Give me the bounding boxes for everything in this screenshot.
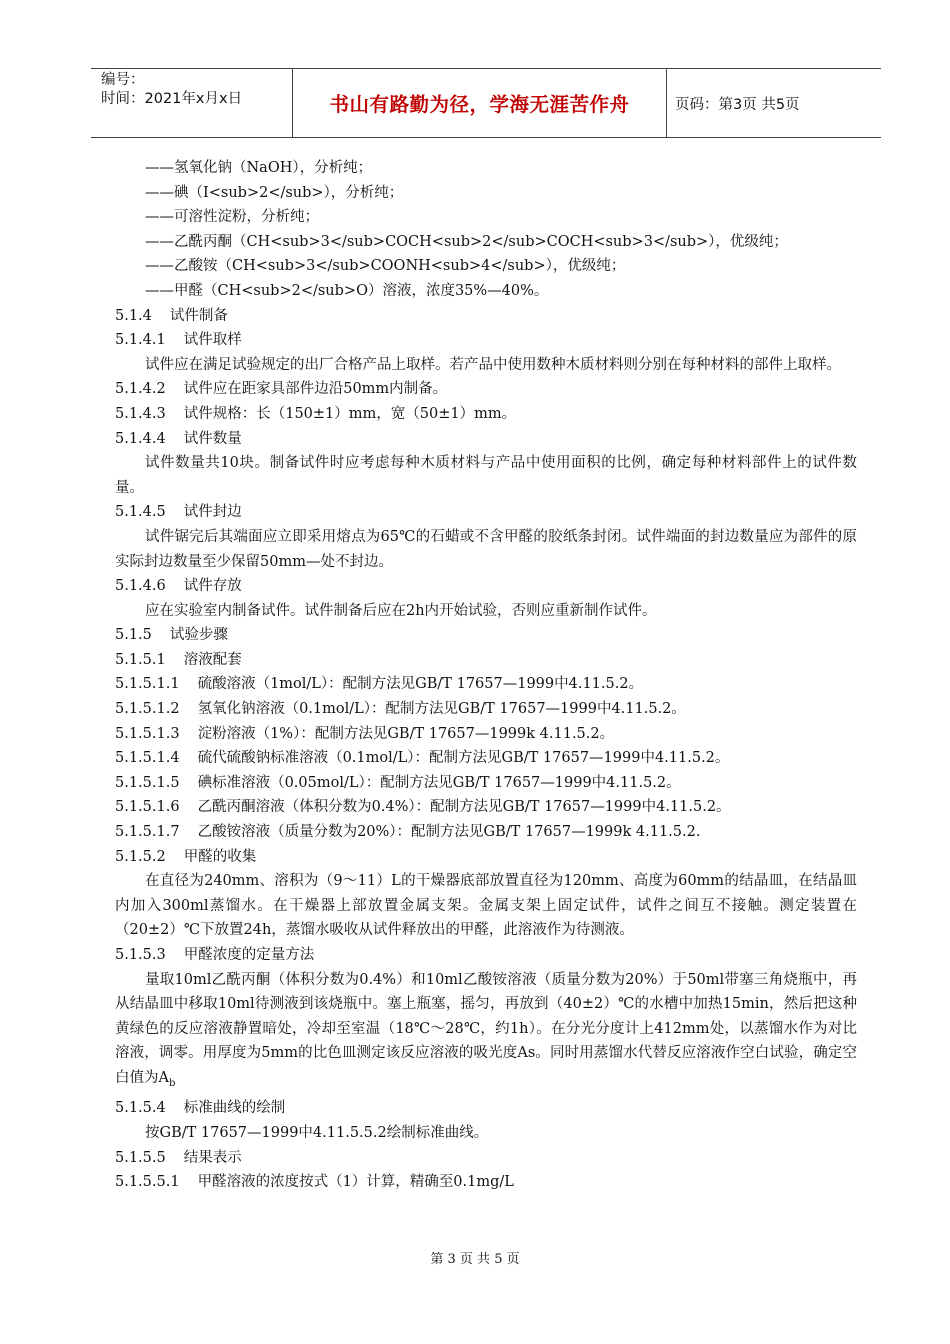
section-title: 溶液配套 <box>183 651 242 668</box>
reagent-item: ——氢氧化钠（NaOH），分析纯； <box>145 160 373 176</box>
section-number: 5.1.5.2 <box>115 848 166 865</box>
section-number: 5.1.5.1.3 <box>115 725 180 742</box>
section-title: 甲醛溶液的浓度按式（1）计算，精确至0.1mg/L <box>197 1174 514 1191</box>
section-title: 甲醛浓度的定量方法 <box>183 947 315 963</box>
section-title: 试件制备 <box>169 307 228 324</box>
paragraph: 在直径为240mm、溶积为（9～11）L的干燥器底部放置直径为120mm、高度为60mm的结晶皿，在结晶皿内加入300ml蒸馏水。在干燥器上部放置金属支架。金属支架上固定试件，试件之间互不接触。测定装置在（20±2）℃下放置24h，蒸馏水吸收从试件释放出的甲醛，此溶液作为待测液。 <box>115 873 857 939</box>
section-title: 试件取样 <box>183 332 242 349</box>
section-number: 5.1.5.1.4 <box>115 750 180 767</box>
section-heading <box>115 427 857 452</box>
section-title: 硫代硫酸钠标准溶液（0.1mol/L）：配制方法见GB/T 17657—1999中4.11.5.2。 <box>197 750 730 767</box>
section-number: 5.1.5.1.6 <box>115 799 180 816</box>
section-heading <box>115 328 857 353</box>
paragraph: 试件锯完后其端面应立即采用熔点为65℃的石蜡或不含甲醛的胶纸条封闭。试件端面的封边数量应为部件的原实际封边数量至少保留50mm—处不封边。 <box>115 528 857 570</box>
section-title: 试件存放 <box>183 578 242 595</box>
section-number: 5.1.5.4 <box>115 1100 166 1117</box>
section-heading <box>115 623 857 648</box>
header-meta <box>91 69 293 137</box>
footer-page-number: 第 3 页 共 5 页 <box>430 1252 520 1267</box>
section-heading <box>115 943 857 968</box>
header-motto: 书山有路勤为径，学海无涯苦作舟 <box>293 69 667 137</box>
section-heading <box>115 377 857 402</box>
section-heading <box>115 722 857 747</box>
section-number: 5.1.4.2 <box>115 381 166 398</box>
paragraph: 按GB/T 17657—1999中4.11.5.5.2绘制标准曲线。 <box>145 1125 489 1142</box>
section-heading <box>115 795 857 820</box>
page-header <box>91 68 881 138</box>
section-title: 标准曲线的绘制 <box>183 1100 286 1117</box>
section-heading <box>115 672 857 697</box>
section-title: 乙酸铵溶液（质量分数为20%）：配制方法见GB/T 17657—1999k 4.11.5.2. <box>197 824 701 841</box>
section-heading <box>115 402 857 427</box>
section-heading <box>115 1096 857 1121</box>
section-number: 5.1.5.1 <box>115 651 166 668</box>
section-heading <box>115 500 857 525</box>
reagent-item: ——可溶性淀粉，分析纯； <box>145 209 319 226</box>
section-number: 5.1.5.3 <box>115 947 166 963</box>
section-heading <box>115 304 857 329</box>
section-number: 5.1.5.5.1 <box>115 1174 180 1191</box>
section-title: 试件数量 <box>183 430 242 447</box>
section-title: 试验步骤 <box>169 627 228 644</box>
reagent-item: ——乙酰丙酮（CH<sub>3</sub>COCH<sub>2</sub>COCH<sub>3</sub>），优级纯； <box>145 233 788 250</box>
section-title: 试件规格：长（150±1）mm，宽（50±1）mm。 <box>183 405 517 422</box>
section-heading <box>115 697 857 722</box>
paragraph: 试件应在满足试验规定的出厂合格产品上取样。若产品中使用数种木质材料则分别在每种材料的部件上取样。 <box>145 356 841 373</box>
section-title: 结果表示 <box>183 1149 242 1166</box>
section-title: 试件应在距家具部件边沿50mm内制备。 <box>183 381 448 398</box>
header-page-label: 页码：第3页 共5页 <box>675 96 800 113</box>
section-heading <box>115 574 857 599</box>
section-number: 5.1.4 <box>115 307 152 324</box>
section-title: 硫酸溶液（1mol/L）：配制方法见GB/T 17657—1999中4.11.5.2。 <box>197 676 644 693</box>
section-number: 5.1.4.6 <box>115 578 166 595</box>
paragraph-text: 量取10ml乙酰丙酮（体积分数为0.4%）和10ml乙酸铵溶液（质量分数为20%）于50ml带塞三角烧瓶中，再从结晶皿中移取10ml待测液到该烧瓶中。塞上瓶塞，摇匀，再放到（40±2）℃的水槽中加热15min，然后把这种黄绿色的反应溶液静置暗处，冷却至室温（18℃～28℃，约1h）。在分光分度计上412mm处，以蒸馏水作为对比溶液，调零。用厚度为5mm的比色皿测定该反应溶液的吸光度As。同时用蒸馏水代替反应溶液作空白试验，确定空白值为A <box>115 971 857 1086</box>
section-heading <box>115 746 857 771</box>
section-heading <box>115 648 857 673</box>
document-body <box>115 156 857 1195</box>
section-number: 5.1.4.3 <box>115 405 166 422</box>
section-heading <box>115 771 857 796</box>
section-title: 试件封边 <box>183 504 242 521</box>
section-number: 5.1.5.5 <box>115 1149 166 1166</box>
section-heading <box>115 1146 857 1171</box>
reagent-item: ——甲醛（CH<sub>2</sub>O）溶液，浓度35%—40%。 <box>145 282 549 299</box>
section-title: 乙酰丙酮溶液（体积分数为0.4%）：配制方法见GB/T 17657—1999中4.11.5.2。 <box>197 799 731 816</box>
reagent-item: ——乙酸铵（CH<sub>3</sub>COONH<sub>4</sub>），优级纯； <box>145 258 626 275</box>
section-title: 甲醛的收集 <box>183 848 257 865</box>
section-number: 5.1.5.1.1 <box>115 676 180 693</box>
subscript: b <box>168 1077 176 1089</box>
section-number: 5.1.5 <box>115 627 152 644</box>
section-number: 5.1.5.1.7 <box>115 824 180 841</box>
section-number: 5.1.4.5 <box>115 504 166 521</box>
reagent-item: ——碘（I<sub>2</sub>），分析纯； <box>145 184 404 201</box>
section-heading <box>115 1170 857 1195</box>
header-time-label: 时间：2021年x月x日 <box>101 91 243 107</box>
paragraph <box>115 968 857 1097</box>
section-title: 淀粉溶液（1%）：配制方法见GB/T 17657—1999k 4.11.5.2。 <box>197 725 615 742</box>
section-heading <box>115 820 857 845</box>
section-title: 氢氧化钠溶液（0.1mol/L）：配制方法见GB/T 17657—1999中4.11.5.2。 <box>197 701 686 718</box>
section-title: 碘标准溶液（0.05mol/L）：配制方法见GB/T 17657—1999中4.11.5.2。 <box>197 774 681 791</box>
page-footer <box>0 1248 950 1267</box>
section-heading <box>115 845 857 870</box>
paragraph: 应在实验室内制备试件。试件制备后应在2h内开始试验，否则应重新制作试件。 <box>145 602 657 619</box>
section-number: 5.1.4.1 <box>115 332 166 349</box>
header-number-label: 编号： <box>101 72 145 88</box>
section-number: 5.1.5.1.5 <box>115 774 180 791</box>
section-number: 5.1.4.4 <box>115 430 166 447</box>
section-number: 5.1.5.1.2 <box>115 701 180 718</box>
paragraph: 试件数量共10块。制备试件时应考虑每种木质材料与产品中使用面积的比例，确定每种材料部件上的试件数量。 <box>115 455 857 496</box>
